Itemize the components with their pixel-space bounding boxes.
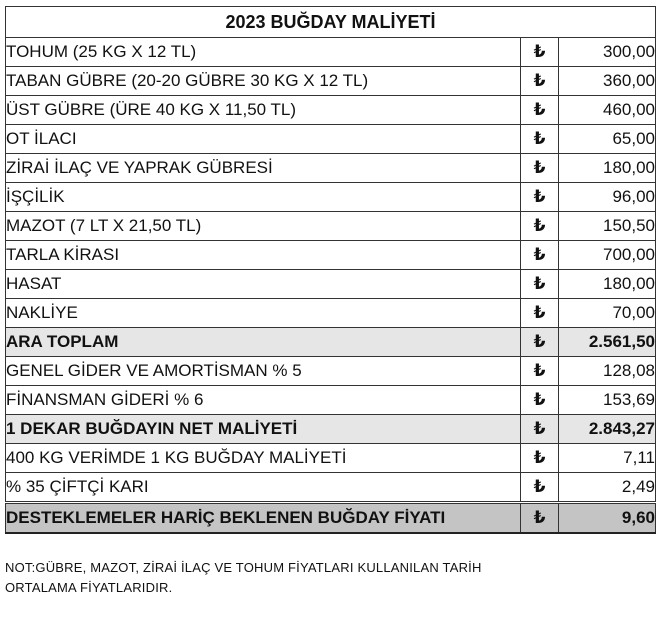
row-label-farmer-profit: % 35 ÇİFTÇİ KARI (6, 473, 521, 503)
row-label-subtotal: ARA TOPLAM (6, 328, 521, 357)
row-label-per-kg-cost: 400 KG VERİMDE 1 KG BUĞDAY MALİYETİ (6, 444, 521, 473)
row-label-pesticide-leaf-fertilizer: ZİRAİ İLAÇ VE YAPRAK GÜBRESİ (6, 154, 521, 183)
lira-symbol: ₺ (521, 473, 559, 503)
row-amount-transport: 70,00 (559, 299, 656, 328)
lira-symbol: ₺ (521, 415, 559, 444)
wheat-cost-table (5, 6, 656, 534)
table-row (6, 212, 656, 241)
net-cost-row (6, 415, 656, 444)
lira-symbol: ₺ (521, 270, 559, 299)
row-amount-top-fertilizer: 460,00 (559, 96, 656, 125)
table-row (6, 241, 656, 270)
lira-symbol: ₺ (521, 96, 559, 125)
table-row (6, 473, 656, 503)
lira-symbol: ₺ (521, 503, 559, 534)
lira-symbol: ₺ (521, 328, 559, 357)
row-label-labor: İŞÇİLİK (6, 183, 521, 212)
lira-symbol: ₺ (521, 386, 559, 415)
subtotal-row (6, 328, 656, 357)
title-row (6, 7, 656, 38)
final-price-row (6, 503, 656, 534)
cost-sheet (5, 6, 655, 534)
lira-symbol: ₺ (521, 67, 559, 96)
row-amount-financing: 153,69 (559, 386, 656, 415)
row-label-diesel: MAZOT (7 LT X 21,50 TL) (6, 212, 521, 241)
row-amount-seed: 300,00 (559, 38, 656, 67)
row-amount-pesticide-leaf-fertilizer: 180,00 (559, 154, 656, 183)
row-amount-expected-price: 9,60 (559, 503, 656, 534)
row-label-financing: FİNANSMAN GİDERİ % 6 (6, 386, 521, 415)
table-row (6, 67, 656, 96)
row-amount-diesel: 150,50 (559, 212, 656, 241)
lira-symbol: ₺ (521, 38, 559, 67)
row-label-harvest: HASAT (6, 270, 521, 299)
table-row (6, 96, 656, 125)
lira-symbol: ₺ (521, 357, 559, 386)
row-label-herbicide: OT İLACI (6, 125, 521, 154)
row-amount-base-fertilizer: 360,00 (559, 67, 656, 96)
row-amount-net-cost: 2.843,27 (559, 415, 656, 444)
table-row (6, 299, 656, 328)
footnote-line: NOT:GÜBRE, MAZOT, ZİRAİ İLAÇ VE TOHUM FİYATLARI KULLANILAN TARİH (5, 560, 482, 575)
row-amount-farmer-profit: 2,49 (559, 473, 656, 503)
row-label-expected-price: DESTEKLEMELER HARİÇ BEKLENEN BUĞDAY FİYATI (6, 503, 521, 534)
lira-symbol: ₺ (521, 212, 559, 241)
row-amount-overhead: 128,08 (559, 357, 656, 386)
table-row (6, 125, 656, 154)
row-amount-per-kg-cost: 7,11 (559, 444, 656, 473)
table-row (6, 444, 656, 473)
row-label-net-cost: 1 DEKAR BUĞDAYIN NET MALİYETİ (6, 415, 521, 444)
row-label-field-rent: TARLA KİRASI (6, 241, 521, 270)
row-amount-labor: 96,00 (559, 183, 656, 212)
row-label-seed: TOHUM (25 KG X 12 TL) (6, 38, 521, 67)
table-row (6, 38, 656, 67)
row-label-overhead: GENEL GİDER VE AMORTİSMAN % 5 (6, 357, 521, 386)
lira-symbol: ₺ (521, 241, 559, 270)
table-title: 2023 BUĞDAY MALİYETİ (6, 7, 656, 38)
table-row (6, 386, 656, 415)
row-amount-subtotal: 2.561,50 (559, 328, 656, 357)
row-amount-harvest: 180,00 (559, 270, 656, 299)
table-row (6, 357, 656, 386)
table-row (6, 154, 656, 183)
row-label-transport: NAKLİYE (6, 299, 521, 328)
lira-symbol: ₺ (521, 444, 559, 473)
table-row (6, 270, 656, 299)
row-label-top-fertilizer: ÜST GÜBRE (ÜRE 40 KG X 11,50 TL) (6, 96, 521, 125)
table-row (6, 183, 656, 212)
footnote-line: ORTALAMA FİYATLARIDIR. (5, 580, 173, 595)
row-label-base-fertilizer: TABAN GÜBRE (20-20 GÜBRE 30 KG X 12 TL) (6, 67, 521, 96)
footnote (5, 558, 645, 598)
lira-symbol: ₺ (521, 154, 559, 183)
lira-symbol: ₺ (521, 183, 559, 212)
row-amount-field-rent: 700,00 (559, 241, 656, 270)
lira-symbol: ₺ (521, 299, 559, 328)
row-amount-herbicide: 65,00 (559, 125, 656, 154)
lira-symbol: ₺ (521, 125, 559, 154)
